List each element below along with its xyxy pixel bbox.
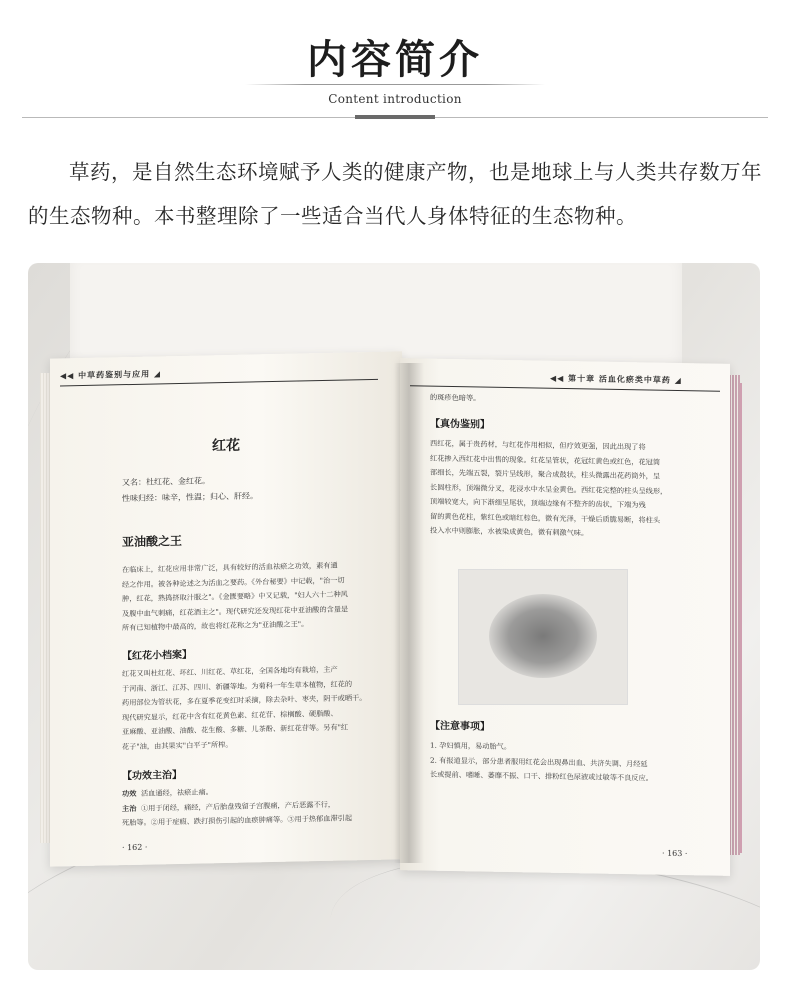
intro-paragraph: 草药，是自然生态环境赋予人类的健康产物，也是地球上与人类共存数万年的生态物种。本书整理除了一些适合当代人身体特征的生态物种。 (28, 160, 762, 228)
body-line: 经之作用。被各种论述之为活血之要药。《外台秘要》中记载，"治一切 (122, 575, 345, 589)
body-line: 2. 有报道显示，部分患者服用红花会出现鼻出血、共济失调、月经延 (430, 755, 648, 768)
body-line: 顶端较宽大，向下渐细呈尾状，顶端边缘有不整齐的齿状，下端为残 (430, 496, 646, 510)
body-line: 长圆柱形，顶端微分叉，花浸水中水呈金黄色。西红花完整的柱头呈线形， (430, 482, 668, 496)
body-line: 所有已知植物中最高的，故也将红花称之为"亚油酸之王"。 (122, 619, 309, 633)
header (0, 0, 790, 130)
entry-title: 红花 (212, 437, 240, 455)
body-line: 及腹中血气刺痛，红花酒主之"。现代研究还发现红花中亚油酸的含量是 (122, 603, 349, 618)
section-heading: 【功效主治】 (122, 769, 182, 783)
body-line: 药用部位为管状花，多在夏季花变红时采摘，除去杂叶、枣夹，阴干或晒干。 (122, 693, 367, 708)
left-page (50, 351, 402, 866)
page-number-left: · 162 · (122, 842, 148, 853)
section-body (122, 662, 392, 755)
efficacy-text: 活血通经，祛瘀止痛。 (140, 787, 213, 798)
body-line: 留的黄色花柱，紫红色或暗红棕色，微有光泽，干燥后质脆易断，将柱头 (430, 511, 661, 525)
running-head-rule (410, 385, 720, 391)
entry-subtitle: 亚油酸之王 (122, 533, 183, 550)
indication-text: ①用于闭经，痛经，产后胎盘残留子宫腹痛，产后恶露不行， (140, 799, 336, 813)
page-title: 内容简介 (307, 36, 483, 83)
body-line: 花子"油，由其果实"白平子"所榨。 (122, 739, 233, 751)
entry-aliases: 又名：杜红花、金红花。 (122, 476, 210, 488)
dried-safflower-image (489, 594, 597, 678)
section-body (430, 437, 720, 544)
herb-photo (458, 569, 628, 705)
body-line: 西红花，属于贵药材，与红花作用相似，但疗效更强，因此出现了将 (430, 438, 646, 452)
notes-body (430, 739, 720, 788)
page-number-right: · 163 · (662, 848, 688, 859)
page-subtitle: Content introduction (328, 92, 462, 106)
body-line: 现代研究显示，红花中含有红花黄色素、红花苷、棕榈酸、硬脂酸、 (122, 708, 338, 722)
body-line: 在临床上，红花应用非常广泛，具有较好的活血祛瘀之功效，素有通 (122, 560, 338, 575)
section-heading: 【红花小档案】 (122, 649, 192, 663)
book-photo (28, 263, 760, 970)
body-line: 肿，红花，熟捣挤取汁服之"。《金匮要略》中又记载，"妇人六十二种风 (122, 589, 348, 604)
body-line: 投入水中则膨胀，水被染成黄色，微有刺激气味。 (430, 525, 589, 538)
body-line: 1. 孕妇慎用，易动胎气。 (430, 740, 512, 752)
body-line: 红花掺入西红花中出售的现象。红花呈管状，花冠红黄色或红色，花冠筒 (430, 453, 661, 467)
body-line: 红花又叫杜红花、坏红、川红花、草红花，全国各地均有栽培，主产 (122, 664, 338, 679)
running-head-left: ◀◀ 中草药鉴别与应用 ◢ (60, 369, 162, 381)
carryover-line: 的斑疹色暗等。 (430, 392, 481, 403)
body-line: 于河南、浙江、江苏、四川、新疆等地。为菊科一年生草本植物，红花的 (122, 678, 353, 693)
running-head-right: ◀◀ 第十章 活血化瘀类中草药 ◢ (550, 373, 682, 386)
body-line: 亚麻酸、亚油酸、油酸、花生酸、多糖、儿茶酚、新红花苷等。另有"红 (122, 722, 349, 737)
efficacy-block (122, 782, 392, 831)
body-line: 死胎等。②用于症瘕、跌打损伤引起的血瘀肿痛等。③用于热郁血滞引起 (122, 813, 353, 828)
body-line: 部细长，先端五裂，裂片呈线形，聚合成鼓状，柱头微露出花药筒外，呈 (430, 467, 661, 481)
section-heading: 【注意事项】 (430, 720, 490, 733)
header-divider-accent (355, 115, 435, 119)
body-line: 长或提前、嗜睡、萎靡不振、口干、排粉红色尿液或过敏等不良反应。 (430, 769, 653, 783)
intro-body (122, 558, 392, 636)
book-spine-shadow (394, 363, 424, 863)
entry-properties: 性味归经：味辛，性温；归心、肝经。 (122, 491, 258, 504)
section-heading: 【真伪鉴别】 (430, 418, 490, 431)
efficacy-label: 功效 (122, 788, 137, 799)
title-underline (245, 84, 545, 85)
indication-label: 主治 (122, 803, 137, 813)
